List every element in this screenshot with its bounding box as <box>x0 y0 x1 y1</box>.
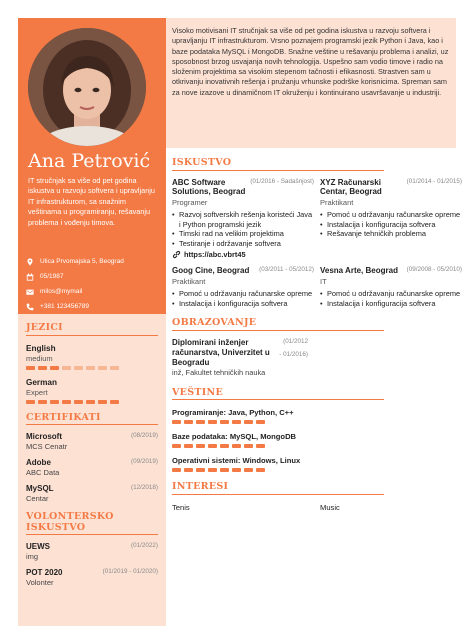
phone-icon <box>24 302 36 312</box>
rating-dot <box>184 444 193 448</box>
portrait-illustration <box>28 28 146 146</box>
rating-dot <box>26 400 35 404</box>
profile-summary: Visoko motivisani IT stručnjak sa više od pet godina iskustva u razvoju softvera i upravljanju IT infrastrukturom. Vrsno poznajem programski jezik Python i Java, kao i baze podataka MySQL i MongoDB. Snažne veštine u rešavanju problema i analizi, uz sposobnost brzog usvajanja novih tehnologija. Uspešno sam vodio timove i radio na složenim projektima sa visokim stepenom tačnosti i efikasnosti. Strastven sam u otkrivanju inovativnih rešenja i pružanju vrhunske podrške korisnicima. Spreman sam za nove izazove u dinamičnom IT okruženju i kontinuirano usavršavanje u industriji. <box>166 18 456 148</box>
certificate-issuer: ABC Data <box>26 468 60 477</box>
rating-dot <box>184 468 193 472</box>
education-institution: inž, Fakultet tehničkih nauka <box>172 368 266 378</box>
rating-dot <box>220 444 229 448</box>
experience-item <box>172 178 314 260</box>
right-column <box>166 18 462 626</box>
job-duty: • Pomoć u održavanju računarske opreme <box>172 289 314 299</box>
rating-dot <box>38 400 47 404</box>
job-company: ABC Software Solutions, Beograd <box>172 177 246 197</box>
certificate-issuer: MCS Cenatr <box>26 442 68 451</box>
job-link-text: https://abc.vbrt45 <box>184 250 246 260</box>
volunteer-date: (01/2019 - 01/2020) <box>102 568 158 575</box>
contact-address <box>24 254 164 269</box>
job-duty: • Instalacija i konfiguracija softvera <box>320 220 462 230</box>
rating-dot <box>110 366 119 370</box>
education-date-start: (01/2012 <box>283 337 308 345</box>
skills-heading: VEŠTINE <box>172 388 384 401</box>
rating-dot <box>256 444 265 448</box>
map-pin-icon <box>24 257 36 267</box>
volunteer-role: img <box>26 552 39 561</box>
job-date: (03/2011 - 05/2012) <box>259 266 314 274</box>
contact-list <box>24 254 164 314</box>
rating-dot <box>208 468 217 472</box>
volunteer-heading: VOLONTERSKO ISKUSTVO <box>26 512 158 535</box>
education-item <box>166 338 308 378</box>
job-date: (09/2008 - 05/2010) <box>406 266 462 274</box>
languages-heading: JEZICI <box>26 323 158 336</box>
rating-dot <box>208 444 217 448</box>
job-duty: • Pomoć u održavanju računarske opreme <box>320 289 462 299</box>
link-icon <box>172 250 181 259</box>
experience-grid <box>166 171 462 309</box>
rating-dot <box>244 420 253 424</box>
rating-dot <box>172 444 181 448</box>
education-heading: OBRAZOVANJE <box>172 318 384 331</box>
job-company: Goog Cine, Beograd <box>172 266 250 276</box>
job-role: Programer <box>172 198 208 208</box>
interests-heading: INTERESI <box>172 482 384 495</box>
language-name: English <box>26 343 56 353</box>
skill-item <box>166 432 456 448</box>
interest-item: Tenis <box>172 502 190 512</box>
language-name: German <box>26 377 57 387</box>
rating-dot <box>208 420 217 424</box>
rating-dot <box>196 444 205 448</box>
skill-rating <box>172 468 456 472</box>
job-role: Praktikant <box>320 198 354 208</box>
person-summary: IT stručnjak sa više od pet godina iskustva u razvoju softvera i upravljanju IT infrastrukturom, sa snažnim veštinama u programiranju, rešavanju problema i vođenju timova. <box>28 176 155 227</box>
rating-dot <box>98 400 107 404</box>
job-company: XYZ Računarski Centar, Beograd <box>320 177 382 197</box>
education-date <box>276 338 308 378</box>
job-role: IT <box>320 277 327 287</box>
left-body <box>18 323 166 587</box>
rating-dot <box>26 366 35 370</box>
interests-list <box>166 503 456 512</box>
job-role: Praktikant <box>172 277 206 287</box>
rating-dot <box>220 468 229 472</box>
certificate-title: Adobe <box>26 458 51 467</box>
contact-email[interactable] <box>24 284 164 299</box>
experience-item <box>320 266 462 308</box>
skill-item <box>166 408 456 424</box>
volunteer-item <box>26 542 158 561</box>
left-column <box>18 18 166 626</box>
rating-dot <box>256 420 265 424</box>
language-rating <box>26 400 158 404</box>
rating-dot <box>38 366 47 370</box>
language-rating <box>26 366 158 370</box>
certificate-item <box>26 432 158 451</box>
certificate-title: Microsoft <box>26 432 62 441</box>
education-date-end: - 01/2016) <box>279 350 308 358</box>
rating-dot <box>244 468 253 472</box>
interest-item: Music <box>320 502 340 512</box>
rating-dot <box>232 420 241 424</box>
certificate-item <box>26 458 158 477</box>
language-level: Expert <box>26 387 48 397</box>
language-item <box>26 378 158 404</box>
job-duty: • Razvoj softverskih rešenja koristeći Java i Python programski jezik <box>172 210 314 229</box>
rating-dot <box>232 444 241 448</box>
experience-heading: ISKUSTVO <box>172 158 384 171</box>
skill-rating <box>172 444 456 448</box>
certificate-date: (12/2018) <box>131 484 158 491</box>
volunteer-title: UEWS <box>26 542 50 551</box>
email-icon <box>24 287 36 297</box>
rating-dot <box>244 444 253 448</box>
left-header <box>18 18 166 314</box>
certificate-item <box>26 484 158 503</box>
rating-dot <box>86 366 95 370</box>
rating-dot <box>196 468 205 472</box>
rating-dot <box>172 420 181 424</box>
certificates-heading: CERTIFIKATI <box>26 413 158 426</box>
job-duty: • Testiranje i održavanje softvera <box>172 239 314 249</box>
certificate-date: (09/2019) <box>131 458 158 465</box>
rating-dot <box>232 468 241 472</box>
job-date: (01/2016 - Sadašnjost) <box>250 177 314 185</box>
job-duty: • Instalacija i konfiguracija softvera <box>172 299 314 309</box>
skill-name: Programiranje: Java, Python, C++ <box>172 408 294 418</box>
contact-birthdate <box>24 269 164 284</box>
volunteer-role: Volonter <box>26 578 54 587</box>
rating-dot <box>86 400 95 404</box>
skill-rating <box>172 420 456 424</box>
education-degree: Diplomirani inženjer računarstva, Univerzitet u Beogradu <box>172 337 270 367</box>
job-company: Vesna Arte, Beograd <box>320 266 398 276</box>
rating-dot <box>62 366 71 370</box>
skill-name: Baze podataka: MySQL, MongoDB <box>172 432 297 442</box>
contact-birthdate-text: 05/1987 <box>40 273 64 280</box>
volunteer-title: POT 2020 <box>26 568 63 577</box>
rating-dot <box>62 400 71 404</box>
rating-dot <box>74 366 83 370</box>
contact-phone[interactable] <box>24 299 164 314</box>
contact-address-text: Ulica Prvomajska 5, Beograd <box>40 258 124 265</box>
volunteer-item <box>26 568 158 587</box>
contact-phone-text: +381 123456789 <box>40 303 89 310</box>
rating-dot <box>98 366 107 370</box>
job-duty: • Instalacija i konfiguracija softvera <box>320 299 462 309</box>
rating-dot <box>74 400 83 404</box>
rating-dot <box>184 420 193 424</box>
certificate-title: MySQL <box>26 484 54 493</box>
rating-dot <box>172 468 181 472</box>
skill-item <box>166 456 456 472</box>
certificate-issuer: Centar <box>26 494 49 503</box>
rating-dot <box>50 366 59 370</box>
job-duty: • Pomoć u održavanju računarske opreme <box>320 210 462 220</box>
job-duty: • Rešavanje tehničkih problema <box>320 229 462 239</box>
calendar-icon <box>24 272 36 282</box>
language-item <box>26 344 158 370</box>
job-link[interactable] <box>172 250 314 259</box>
rating-dot <box>196 420 205 424</box>
rating-dot <box>220 420 229 424</box>
person-name: Ana Petrović <box>28 150 151 172</box>
rating-dot <box>50 400 59 404</box>
contact-email-text: milos@mymail <box>40 288 83 295</box>
language-level: medium <box>26 353 53 363</box>
job-duty: • Timski rad na velikim projektima <box>172 229 314 239</box>
certificate-date: (08/2019) <box>131 432 158 439</box>
experience-item <box>172 266 314 308</box>
job-date: (01/2014 - 01/2015) <box>406 177 462 185</box>
rating-dot <box>256 468 265 472</box>
skill-name: Operativni sistemi: Windows, Linux <box>172 456 301 466</box>
rating-dot <box>110 400 119 404</box>
volunteer-date: (01/2022) <box>131 542 158 549</box>
profile-photo <box>28 28 146 146</box>
experience-item <box>320 178 462 260</box>
